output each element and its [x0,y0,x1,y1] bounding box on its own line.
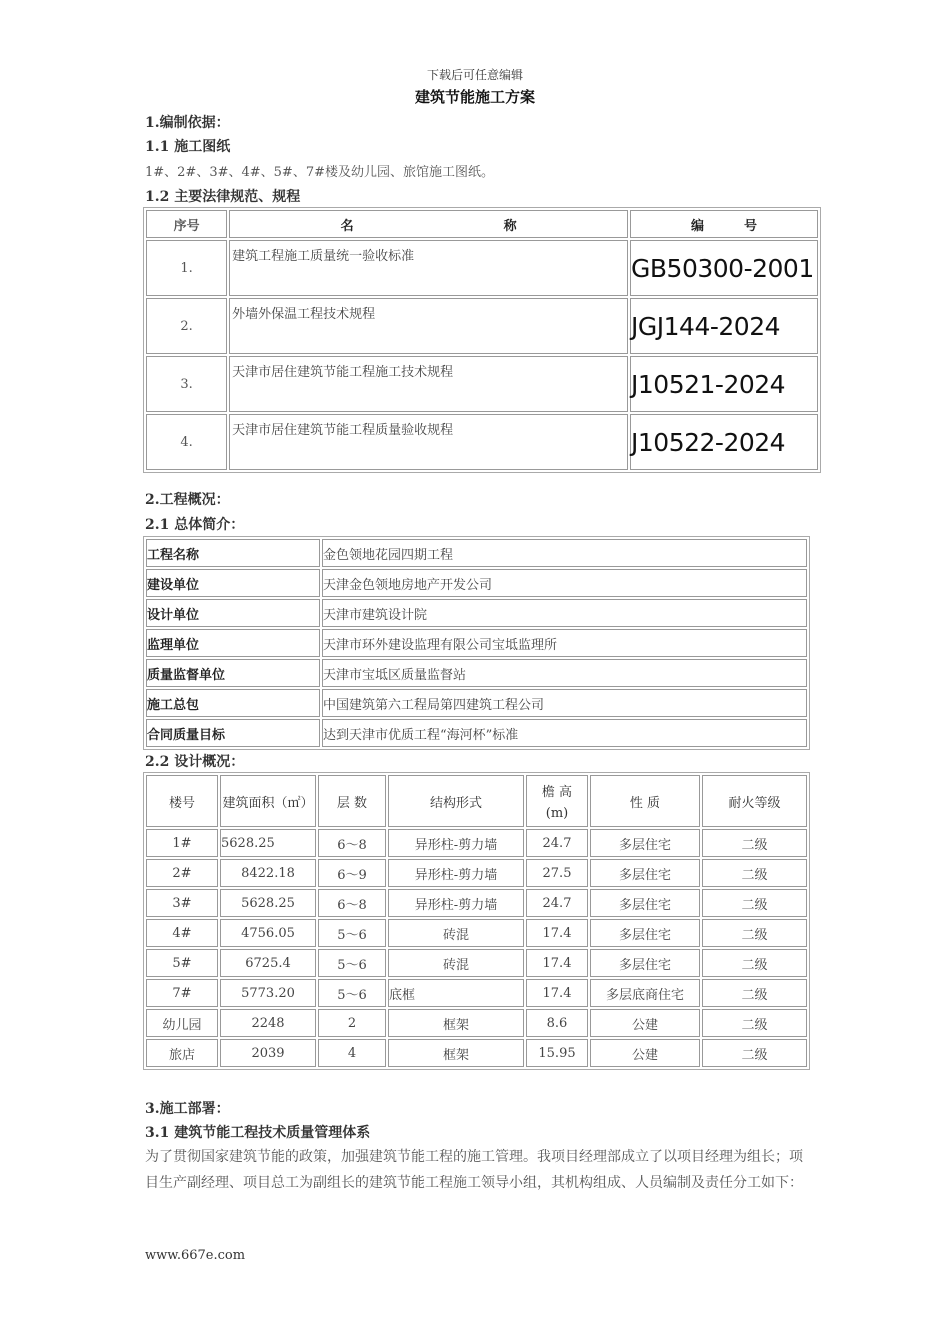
cell-bldg: 幼儿园 [146,1009,218,1037]
table-row [146,659,807,687]
table-row [146,539,807,567]
cell-bldg: 7# [146,979,218,1007]
table-row [146,356,818,412]
header-height [526,775,588,827]
table-header-row [146,210,818,238]
cell-no: 4. [146,414,227,470]
table-row [146,629,807,657]
cell-floors: 5～6 [318,919,386,947]
header-nature: 性 质 [590,775,700,827]
overview-key: 质量监督单位 [146,659,320,687]
cell-area: 5628.25 [220,889,316,917]
cell-no: 1. [146,240,227,296]
header-code-a: 编 [691,218,705,234]
table-row [146,569,807,597]
cell-structure: 异形柱-剪力墙 [388,859,524,887]
cell-bldg: 3# [146,889,218,917]
table-row [146,829,807,857]
section-3-1-heading: 3.1 建筑节能工程技术质量管理体系 [145,1125,371,1141]
cell-floors: 4 [318,1039,386,1067]
cell-floors: 2 [318,1009,386,1037]
cell-fire: 二级 [702,859,807,887]
cell-fire: 二级 [702,889,807,917]
cell-height: 24.7 [526,829,588,857]
cell-height: 17.4 [526,949,588,977]
cell-area: 6725.4 [220,949,316,977]
header-structure: 结构形式 [388,775,524,827]
cell-height: 17.4 [526,979,588,1007]
overview-key: 设计单位 [146,599,320,627]
table-row [146,1039,807,1067]
cell-bldg: 1# [146,829,218,857]
header-floors: 层 数 [318,775,386,827]
cell-height: 8.6 [526,1009,588,1037]
cell-area: 5773.20 [220,979,316,1007]
cell-nature: 多层住宅 [590,859,700,887]
cell-area: 5628.25 [220,829,316,857]
table-row [146,859,807,887]
cell-structure: 砖混 [388,949,524,977]
table-row [146,919,807,947]
cell-floors: 5～6 [318,979,386,1007]
cell-fire: 二级 [702,1009,807,1037]
cell-no: 2. [146,298,227,354]
overview-key: 合同质量目标 [146,719,320,747]
design-table [143,772,810,1070]
cell-code: GB50300-2001 [630,240,818,296]
overview-key: 工程名称 [146,539,320,567]
cell-height: 15.95 [526,1039,588,1067]
section-1-heading: 1.编制依据： [145,115,230,131]
cell-floors: 6～9 [318,859,386,887]
section-1-1-heading: 1.1 施工图纸 [145,139,231,155]
header-name [229,210,628,238]
footer-site: www.667e.com [145,1248,246,1263]
table-row [146,949,807,977]
cell-nature: 公建 [590,1039,700,1067]
header-name-b: 称 [503,218,517,234]
table-row [146,1009,807,1037]
cell-name: 天津市居住建筑节能工程施工技术规程 [229,356,628,412]
cell-name: 建筑工程施工质量统一验收标准 [229,240,628,296]
overview-table [143,536,810,750]
cell-name: 天津市居住建筑节能工程质量验收规程 [229,414,628,470]
cell-nature: 多层底商住宅 [590,979,700,1007]
table-row [146,298,818,354]
header-name-a: 名 [340,218,354,234]
cell-area: 8422.18 [220,859,316,887]
cell-floors: 6～8 [318,889,386,917]
table-row [146,979,807,1007]
cell-code: J10521-2024 [630,356,818,412]
cell-nature: 多层住宅 [590,829,700,857]
cell-fire: 二级 [702,919,807,947]
cell-fire: 二级 [702,949,807,977]
header-code [630,210,818,238]
cell-nature: 多层住宅 [590,949,700,977]
cell-fire: 二级 [702,1039,807,1067]
table-row [146,889,807,917]
overview-key: 监理单位 [146,629,320,657]
overview-value: 金色领地花园四期工程 [322,539,807,567]
cell-height: 17.4 [526,919,588,947]
cell-structure: 底框 [388,979,524,1007]
section-2-2-heading: 2.2 设计概况： [145,754,245,770]
overview-value: 天津市建筑设计院 [322,599,807,627]
header-fire: 耐火等级 [702,775,807,827]
cell-structure: 异形柱-剪力墙 [388,889,524,917]
table-row [146,414,818,470]
cell-height: 24.7 [526,889,588,917]
overview-key: 建设单位 [146,569,320,597]
cell-name: 外墙外保温工程技术规程 [229,298,628,354]
section-2-heading: 2.工程概况： [145,492,230,508]
header-area: 建筑面积（㎡） [220,775,316,827]
cell-nature: 多层住宅 [590,919,700,947]
cell-bldg: 4# [146,919,218,947]
cell-structure: 异形柱-剪力墙 [388,829,524,857]
cell-structure: 框架 [388,1039,524,1067]
overview-value: 天津市宝坻区质量监督站 [322,659,807,687]
cell-floors: 5～6 [318,949,386,977]
cell-area: 4756.05 [220,919,316,947]
cell-nature: 多层住宅 [590,889,700,917]
overview-key: 施工总包 [146,689,320,717]
cell-structure: 砖混 [388,919,524,947]
overview-value: 中国建筑第六工程局第四建筑工程公司 [322,689,807,717]
cell-height: 27.5 [526,859,588,887]
header-no: 序号 [146,210,227,238]
overview-value: 达到天津市优质工程“海河杯”标准 [322,719,807,747]
cell-floors: 6～8 [318,829,386,857]
table-row [146,240,818,296]
header-height-b: (m) [545,806,569,821]
table-row [146,719,807,747]
cell-bldg: 5# [146,949,218,977]
header-height-a: 檐 高 [541,785,573,800]
cell-bldg: 2# [146,859,218,887]
cell-fire: 二级 [702,979,807,1007]
header-code-b: 号 [744,218,758,234]
table-header-row [146,775,807,827]
header-bldg: 楼号 [146,775,218,827]
cell-area: 2248 [220,1009,316,1037]
top-note: 下载后可任意编辑 [426,68,523,82]
cell-bldg: 旅店 [146,1039,218,1067]
cell-code: J10522-2024 [630,414,818,470]
section-3-1-paragraph: 为了贯彻国家建筑节能的政策，加强建筑节能工程的施工管理。我项目经理部成立了以项目经理为组长；项目生产副经理、项目总工为副组长的建筑节能工程施工领导小组，其机构组成、人员编制及责任分工如下： [145,1149,803,1191]
standards-table [143,207,821,473]
section-2-1-heading: 2.1 总体简介： [145,517,245,533]
cell-area: 2039 [220,1039,316,1067]
cell-nature: 公建 [590,1009,700,1037]
cell-structure: 框架 [388,1009,524,1037]
section-3-heading: 3.施工部署： [145,1101,230,1117]
table-row [146,689,807,717]
drawings-text: 1#、2#、3#、4#、5#、7#楼及幼儿园、旅馆施工图纸。 [145,165,494,180]
overview-value: 天津金色领地房地产开发公司 [322,569,807,597]
cell-fire: 二级 [702,829,807,857]
cell-no: 3. [146,356,227,412]
cell-code: JGJ144-2024 [630,298,818,354]
table-row [146,599,807,627]
overview-value: 天津市环外建设监理有限公司宝坻监理所 [322,629,807,657]
document-title: 建筑节能施工方案 [414,88,535,106]
section-1-2-heading: 1.2 主要法律规范、规程 [145,189,301,205]
